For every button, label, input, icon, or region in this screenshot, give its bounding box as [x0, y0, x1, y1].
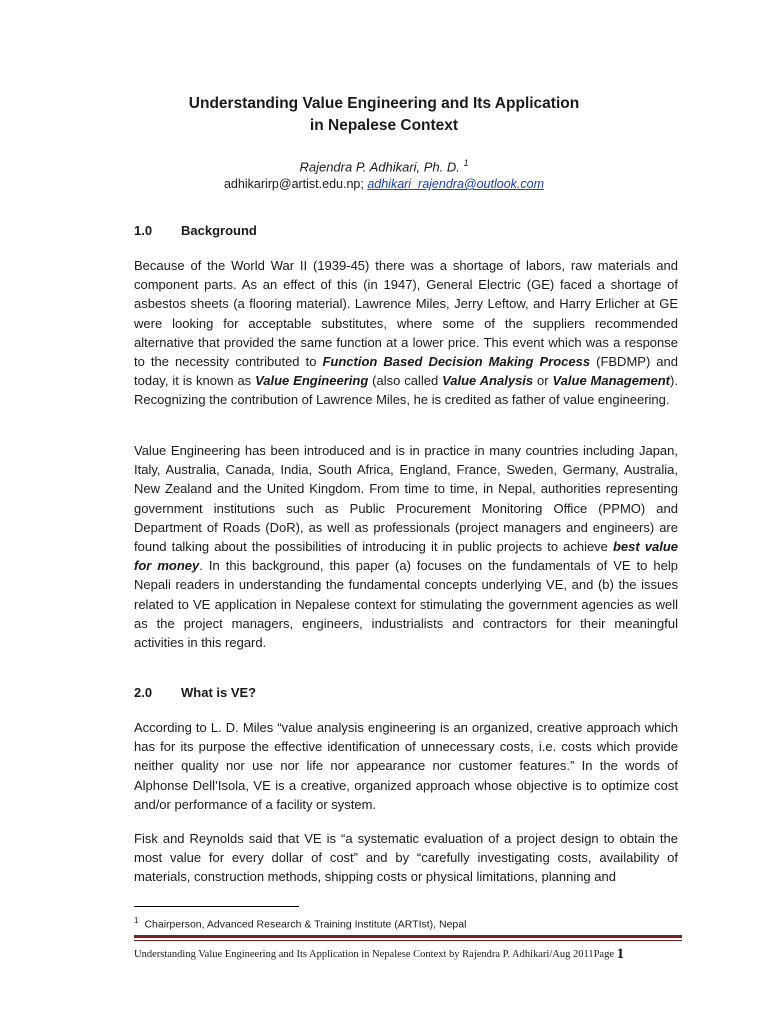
paragraph-ve-1: According to L. D. Miles “value analysis engineering is an organized, creative approach which has for its purpose the effective identification of unnecessary costs, i.e. costs which provide neither quality nor use nor life nor appearance nor customer features.” In the words of Alphonse Dell’Isola, VE is a creative, organized approach whose objective is to optimize cost and/or performance of a facility or system. [134, 720, 678, 812]
emphasis-best-value: best value for money [134, 539, 678, 574]
section-title: Background [181, 223, 257, 238]
text-run: Because of the World War II (1939-45) there was a shortage of labors, raw materials and component parts. As an effect of this (in 1947), General Electric (GE) faced a shortage of asbestos sheets (a flooring material). Lawrence Miles, Jerry Leftow, and Harry Erlicher at GE were looking for acceptable substitutes, where some of the suppliers recommended alternative that provided the same function at a lower price. This event which was a response to the necessity contributed to [134, 258, 678, 370]
text-run: (FBDMP) and today, it is known as [134, 354, 679, 389]
footnote-text: Chairperson, Advanced Research & Training Institute (ARTIst), Nepal [144, 918, 467, 931]
email-primary: adhikarirp@artist.edu.np; [223, 177, 364, 191]
emphasis-fbdmp: Function Based Decision Making Process [322, 354, 591, 370]
footnote-mark: 1 [134, 916, 139, 925]
author-name: Rajendra P. Adhikari, Ph. D. [299, 159, 460, 175]
title-line-2: in Nepalese Context [309, 117, 459, 134]
footer-running-text: Understanding Value Engineering and Its Application in Nepalese Context by Rajendra P. Adhikari/Aug 2011Page [134, 949, 614, 960]
page-number: 1 [616, 946, 625, 962]
text-run: (also called [368, 373, 443, 389]
text-run: or [533, 373, 553, 389]
footer-rule-thin [134, 940, 682, 941]
section-heading-what-is-ve [134, 684, 256, 702]
author-line [0, 154, 768, 176]
document-title [0, 93, 768, 137]
section-number: 1.0 [134, 223, 153, 238]
author-footnote-mark[interactable]: 1 [463, 158, 469, 168]
text-run: Value Engineering has been introduced and is in practice in many countries including Japan, Italy, Australia, Canada, India, South Africa, England, France, Sweden, Germany, Australia, New Zealand and the United Kingdom. From time to time, in Nepal, authorities representing government institutions such as Public Procurement Monitoring Office (PPMO) and Department of Roads (DoR), as well as professionals (project managers and engineers) are found talking about the possibilities of introducing it in public projects to achieve [134, 443, 678, 555]
paragraph-background-2 [134, 441, 678, 652]
paragraph-background-1 [134, 256, 678, 410]
page-footer [134, 946, 694, 963]
section-heading-background [134, 222, 257, 240]
email-secondary-link[interactable]: adhikari_rajendra@outlook.com [367, 177, 544, 191]
section-title: What is VE? [181, 685, 257, 700]
section-number: 2.0 [134, 685, 153, 700]
emphasis-value-engineering: Value Engineering [255, 373, 369, 389]
text-run: . In this background, this paper (a) focuses on the fundamentals of VE to help Nepali readers in understanding the fundamental concepts underlying VE, and (b) the issues related to VE application in Nepalese context for stimulating the government agencies as well as the project managers, engineers, industrialists and contractors for their meaningful activities in this regard. [134, 558, 679, 651]
paragraph-ve-2: Fisk and Reynolds said that VE is “a systematic evaluation of a project design to obtain the most value for every dollar of cost” and by “carefully investigating costs, availability of materials, construction methods, shipping costs or physical limitations, planning and [134, 831, 678, 885]
footer-rule-thick [134, 935, 682, 938]
emphasis-value-management: Value Management [552, 373, 671, 389]
title-line-1: Understanding Value Engineering and Its Application [188, 95, 580, 112]
text-run: ). Recognizing the contribution of Lawrence Miles, he is credited as father of value engineering. [134, 373, 678, 408]
footnote [134, 914, 466, 932]
footnote-separator [134, 906, 299, 907]
author-emails [0, 176, 768, 193]
emphasis-value-analysis: Value Analysis [442, 373, 534, 389]
